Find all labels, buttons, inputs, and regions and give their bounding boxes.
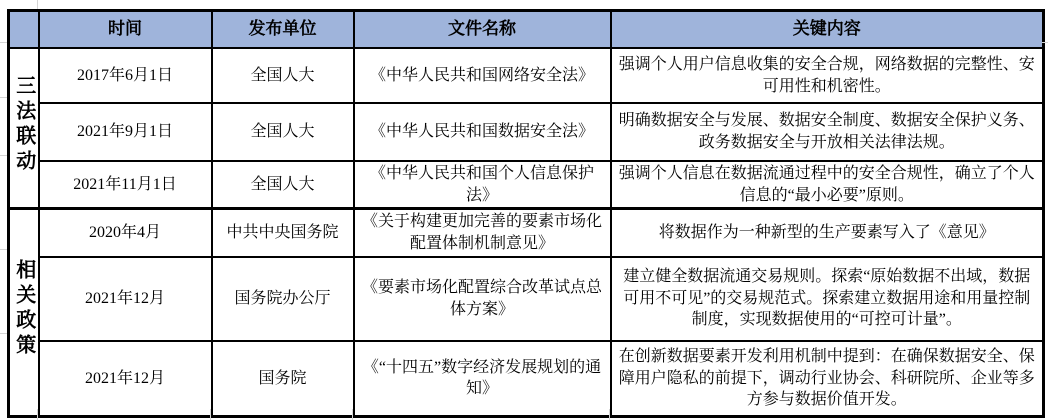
cell-document: 《关于构建更加完善的要素市场化配置体制机制意见》 — [354, 209, 611, 257]
excel-gridline — [352, 409, 353, 420]
cell-time: 2020年4月 — [39, 209, 212, 257]
section-label-text: 相关政策 — [12, 259, 35, 360]
cell-time: 2021年9月1日 — [39, 103, 212, 161]
excel-gridline — [1042, 42, 1048, 43]
cell-document: 《中华人民共和国网络安全法》 — [354, 48, 611, 103]
header-cell-time: 时间 — [39, 11, 212, 49]
cell-issuer: 中共中央国务院 — [212, 209, 354, 257]
table-row — [9, 341, 1044, 417]
excel-gridline — [0, 97, 7, 98]
cell-key-content: 强调个人信息在数据流通过程中的安全合规性，确立了个人信息的“最小必要”原则。 — [611, 161, 1044, 209]
excel-gridline — [37, 409, 38, 420]
excel-gridline — [0, 155, 7, 156]
cell-document: 《“十四五”数字经济发展规划的通知》 — [354, 341, 611, 417]
cell-time: 2021年12月 — [39, 341, 212, 417]
cell-time: 2021年12月 — [39, 257, 212, 341]
cell-issuer: 全国人大 — [212, 103, 354, 161]
table-row — [9, 209, 1044, 257]
header-row — [9, 11, 1044, 49]
excel-gridline — [609, 409, 610, 420]
section-label-related-policies — [9, 209, 39, 417]
table-row — [9, 257, 1044, 341]
cell-document: 《中华人民共和国个人信息保护法》 — [354, 161, 611, 209]
table-row — [9, 48, 1044, 103]
cell-issuer: 国务院 — [212, 341, 354, 417]
excel-gridline — [210, 409, 211, 420]
excel-gridline — [0, 249, 7, 250]
table-row — [9, 103, 1044, 161]
cell-document: 《要素市场化配置综合改革试点总体方案》 — [354, 257, 611, 341]
cell-key-content: 在创新数据要素开发利用机制中提到：在确保数据安全、保障用户隐私的前提下，调动行业协会、科研院所、企业等多方参与数据价值开发。 — [611, 341, 1044, 417]
section-label-text: 三法联动 — [12, 74, 35, 175]
cell-key-content: 将数据作为一种新型的生产要素写入了《意见》 — [611, 209, 1044, 257]
cell-issuer: 全国人大 — [212, 48, 354, 103]
excel-gridline — [37, 0, 38, 9]
section-label-three-laws — [9, 48, 39, 209]
cell-issuer: 全国人大 — [212, 161, 354, 209]
header-cell-document: 文件名称 — [354, 11, 611, 49]
cell-document: 《中华人民共和国数据安全法》 — [354, 103, 611, 161]
header-cell-key-content: 关键内容 — [611, 11, 1044, 49]
cell-key-content: 明确数据安全与发展、数据安全制度、数据安全保护义务、政务数据安全与开放相关法律法规。 — [611, 103, 1044, 161]
header-cell-corner — [9, 11, 39, 49]
cell-key-content: 强调个人用户信息收集的安全合规，网络数据的完整性、安可用性和机密性。 — [611, 48, 1044, 103]
table-row — [9, 161, 1044, 209]
cell-key-content: 建立健全数据流通交易规则。探索“原始数据不出域，数据可用不可见”的交易规范式。探索建立数据用途和用量控制制度，实现数据使用的“可控可计量”。 — [611, 257, 1044, 341]
cell-issuer: 国务院办公厅 — [212, 257, 354, 341]
cell-time: 2021年11月1日 — [39, 161, 212, 209]
cell-time: 2017年6月1日 — [39, 48, 212, 103]
excel-gridline — [0, 333, 7, 334]
policy-table — [7, 9, 1045, 418]
header-cell-issuer: 发布单位 — [212, 11, 354, 49]
excel-gridline — [0, 42, 7, 43]
